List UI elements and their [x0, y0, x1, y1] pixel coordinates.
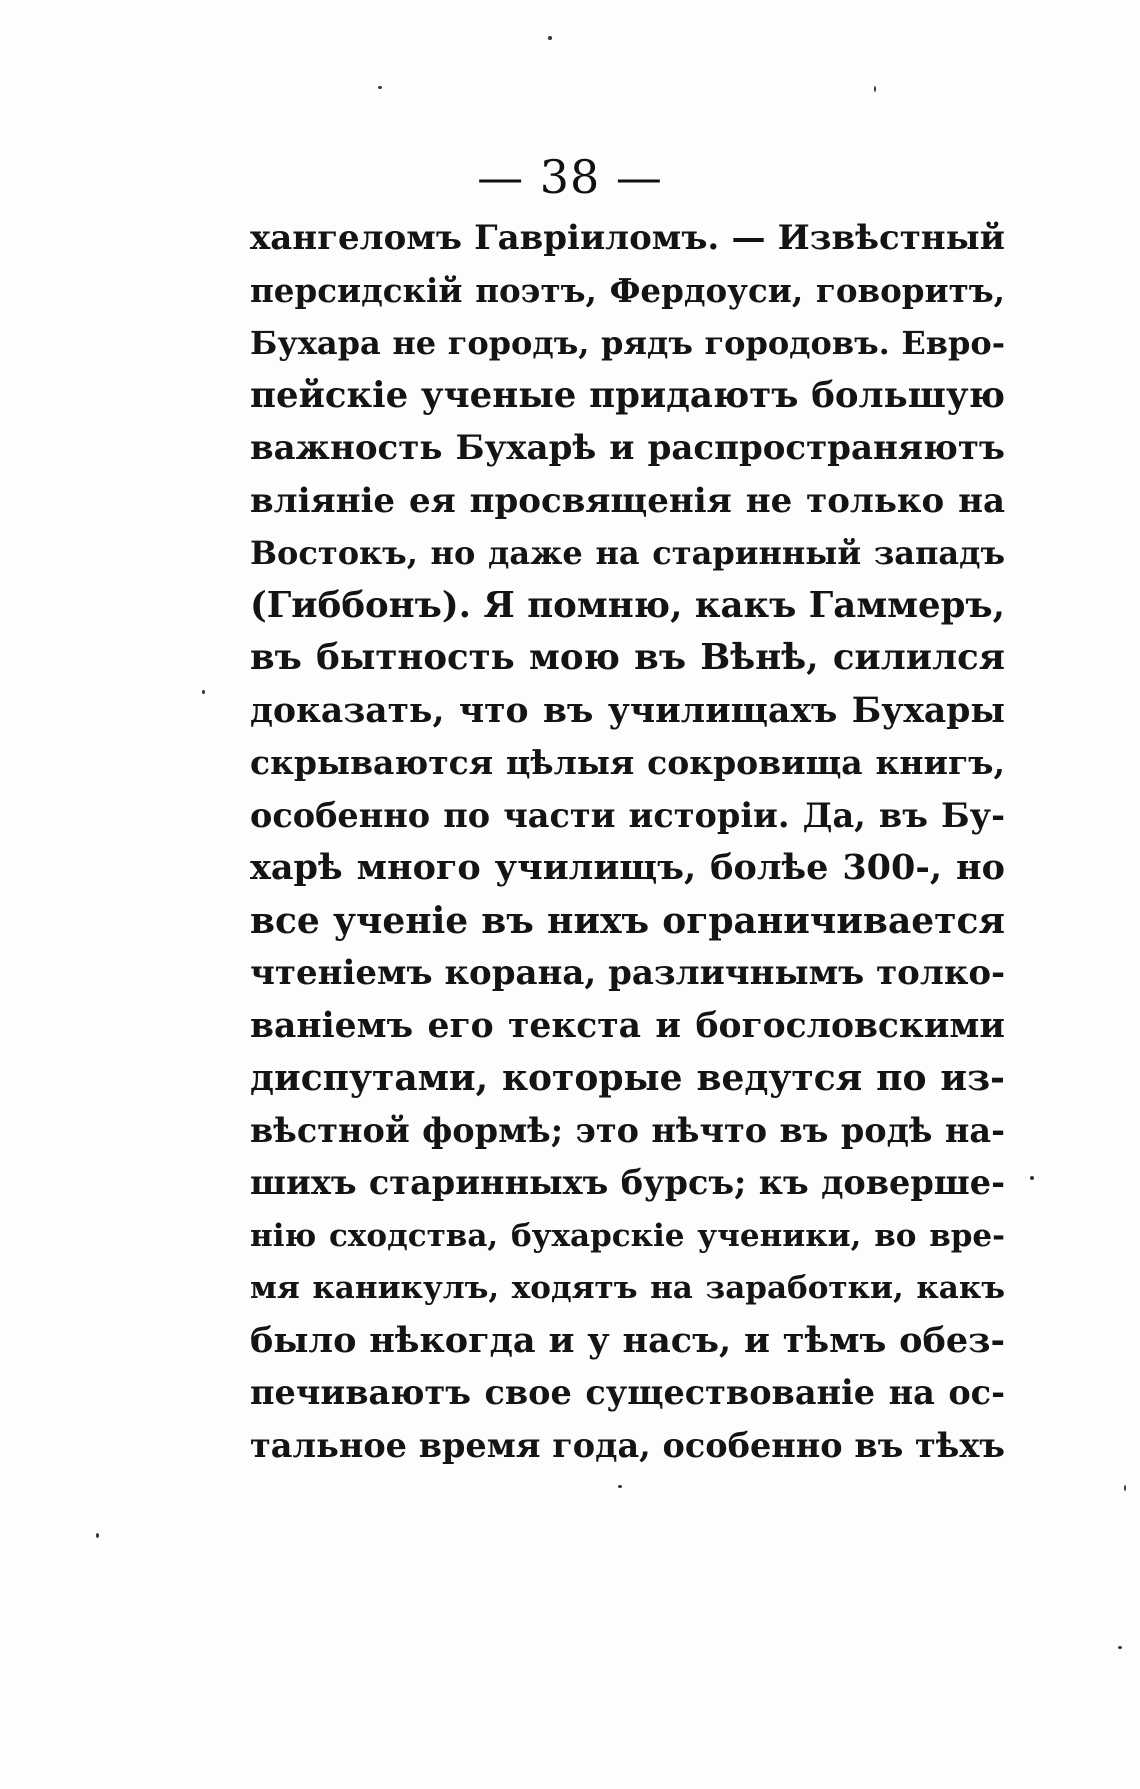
text-line: въ бытность мою въ Вѣнѣ, силился [250, 637, 1005, 678]
text-line: хангеломъ Гавріиломъ. — Извѣстный [250, 218, 1005, 258]
text-line: важность Бухарѣ и распространяютъ [250, 428, 1005, 468]
scan-speck [548, 36, 552, 40]
scan-speck [1118, 1646, 1122, 1649]
text-line: все ученіе въ нихъ ограничивается [250, 899, 1005, 942]
text-line: харѣ много училищъ, болѣе 300-, но [250, 847, 1005, 888]
scan-speck [1124, 1485, 1126, 1491]
text-line: шихъ старинныхъ бурсъ; къ доверше- [250, 1163, 1005, 1202]
scan-speck [202, 690, 205, 694]
scan-speck [874, 86, 876, 92]
scan-speck [618, 1485, 622, 1488]
text-line: мя каникулъ, ходятъ на заработки, какъ [250, 1270, 1005, 1306]
text-line: нію сходства, бухарскіе ученики, во вре- [250, 1217, 1005, 1254]
text-line: (Гиббонъ). Я помню, какъ Гаммеръ, [250, 584, 1005, 626]
body-text [250, 212, 1005, 1472]
text-line: Бухара не городъ, рядъ городовъ. Евро- [250, 324, 1005, 362]
text-line: вліяніе ея просвященія не только на [250, 480, 1005, 521]
text-line: печиваютъ свое существованіе на ос- [250, 1373, 1005, 1412]
scan-speck [1030, 1176, 1034, 1180]
text-line: Востокъ, но даже на старинный западъ [250, 534, 1005, 572]
text-line: доказать, что въ училищахъ Бухары [250, 690, 1005, 731]
text-line: ваніемъ его текста и богословскими [250, 1005, 1005, 1046]
text-line: тальное время года, особенно въ тѣхъ [250, 1425, 1005, 1465]
page-number: — 38 — [477, 150, 663, 204]
text-line: диспутами, которые ведутся по из- [250, 1057, 1005, 1099]
text-line: чтеніемъ корана, различнымъ толко- [250, 953, 1005, 993]
text-line: особенно по части исторіи. Да, въ Бу- [250, 795, 1005, 835]
text-line: пейскіе ученые придаютъ большую [250, 374, 1005, 416]
scan-speck [96, 1533, 99, 1538]
text-line: скрываются цѣлыя сокровища книгъ, [250, 743, 1005, 782]
text-line: персидскій поэтъ, Фердоуси, говоритъ, [250, 270, 1005, 310]
text-line: было нѣкогда и у насъ, и тѣмъ обез- [250, 1319, 1005, 1361]
scan-speck [378, 86, 382, 89]
text-line: вѣстной формѣ; это нѣчто въ родѣ на- [250, 1110, 1005, 1150]
